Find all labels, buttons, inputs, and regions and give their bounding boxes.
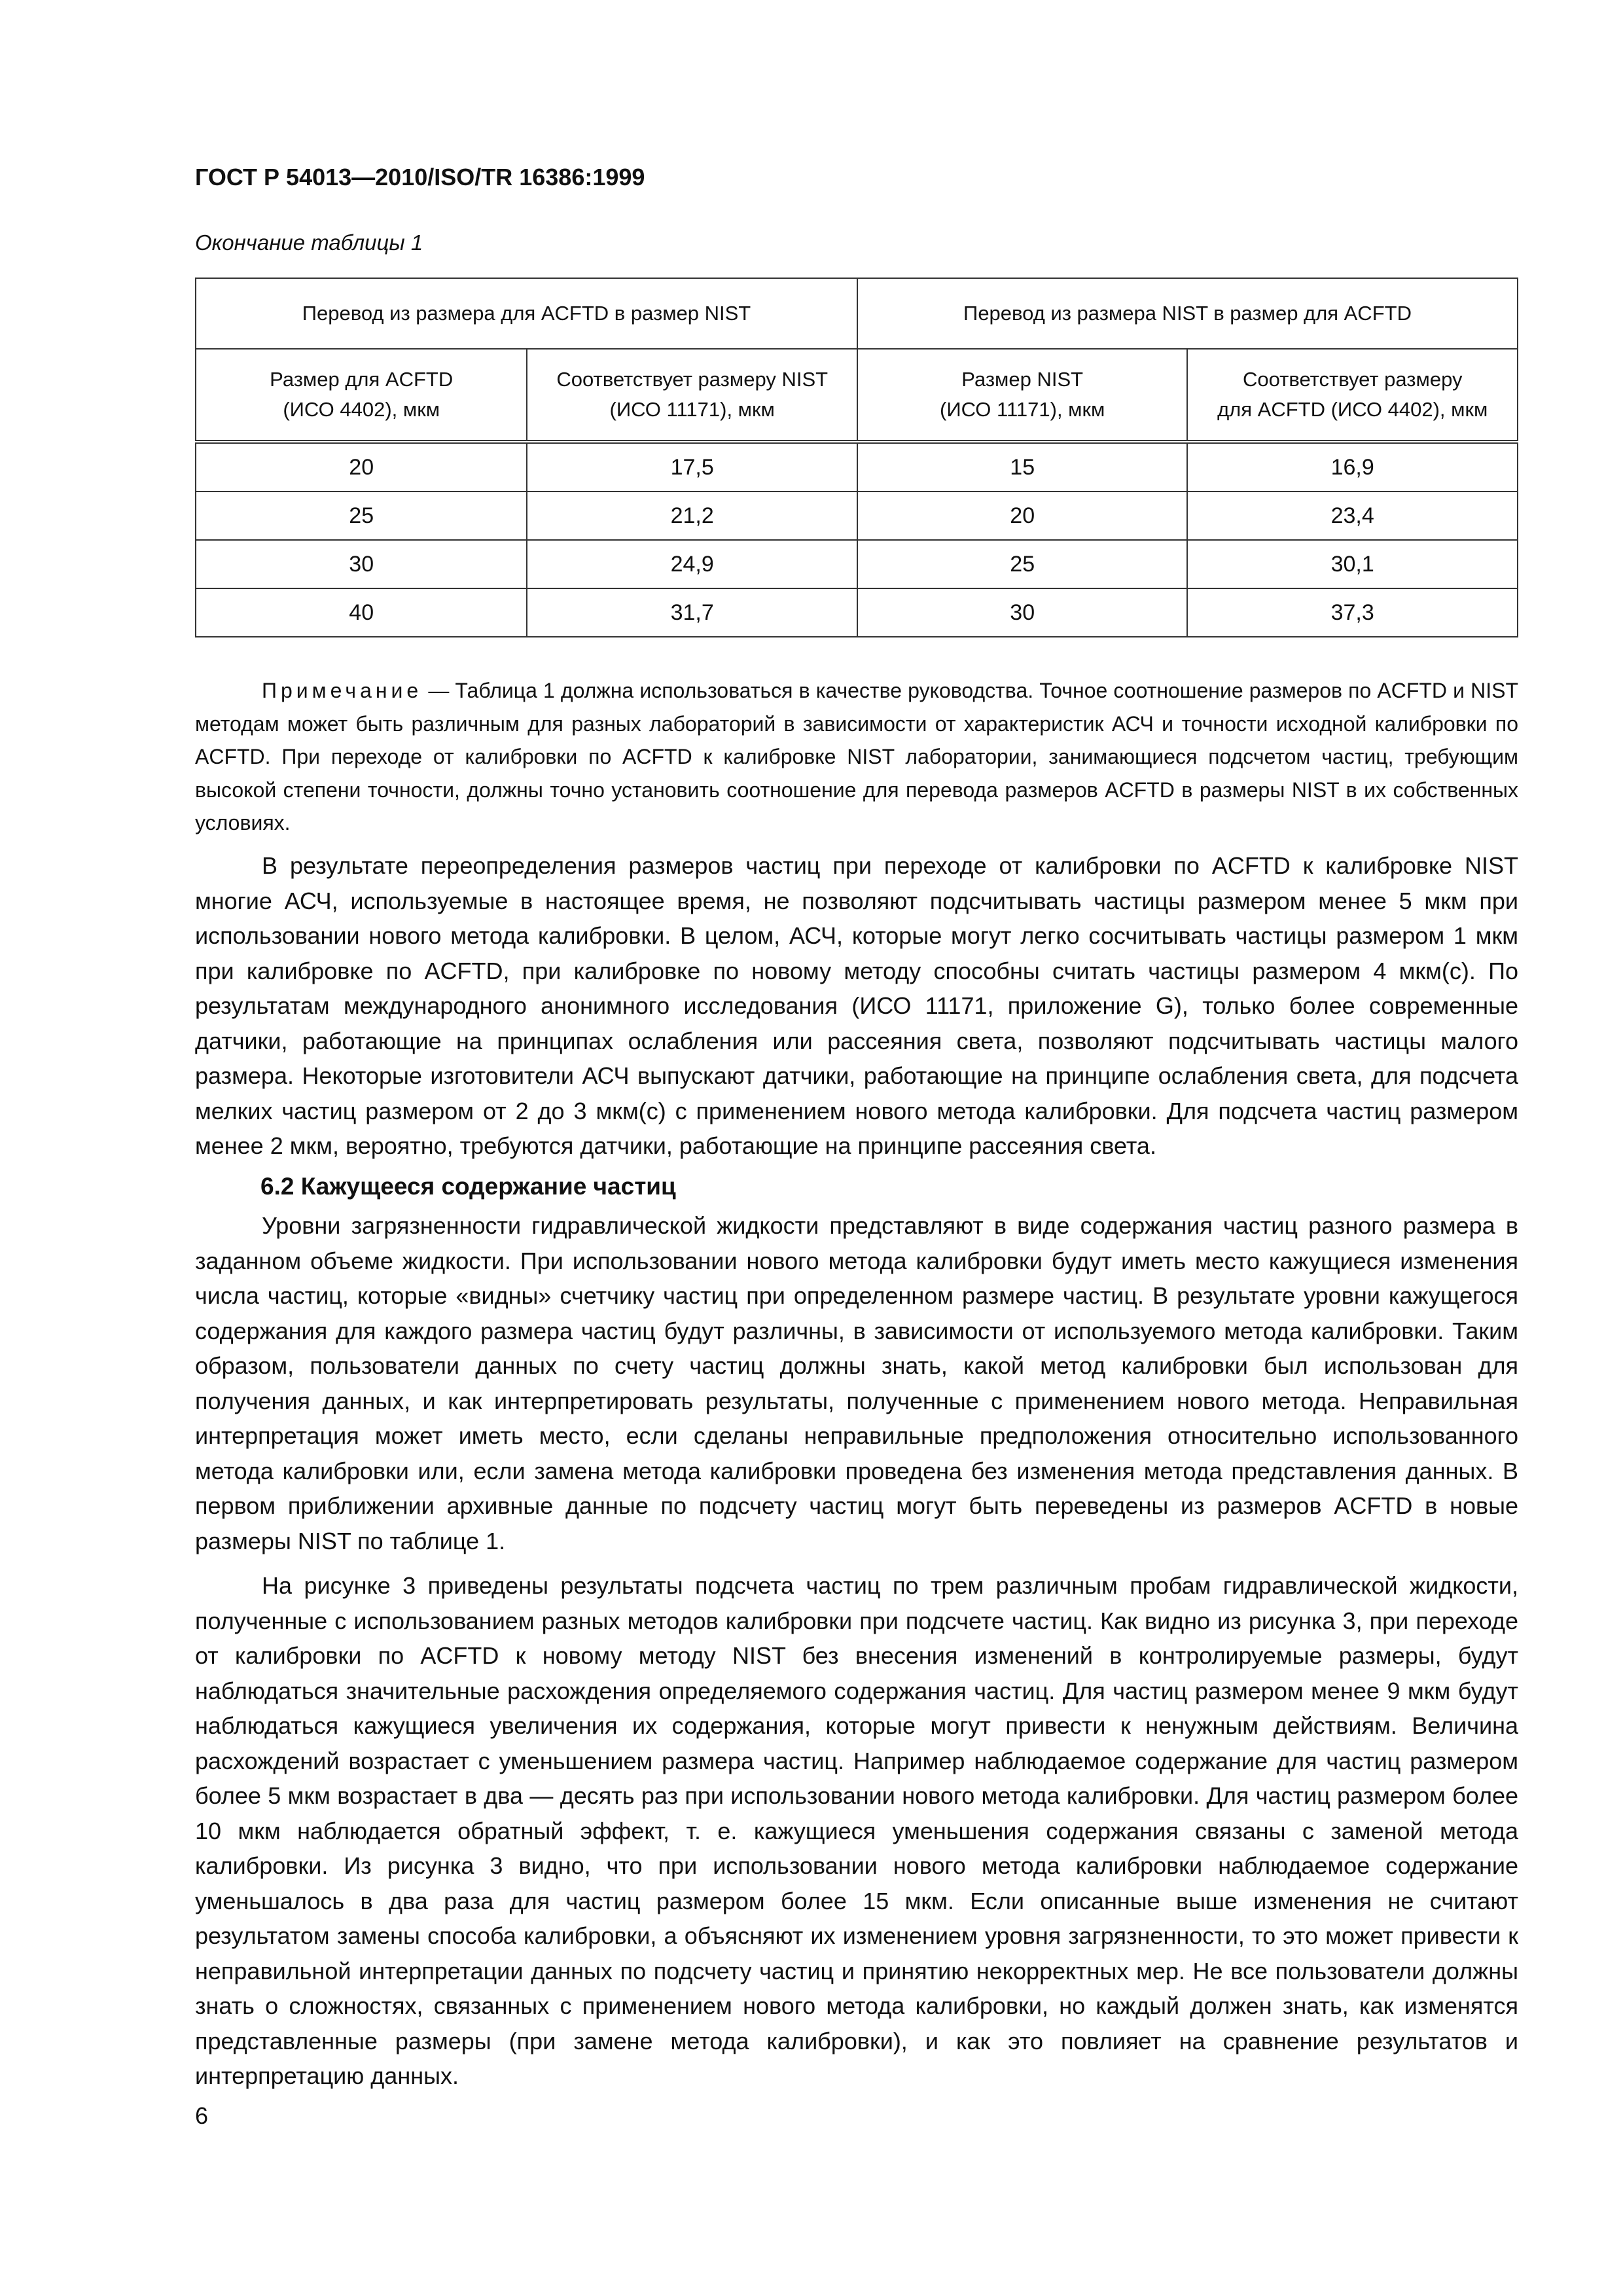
table-row (196, 492, 1518, 540)
table-cell: 30 (857, 588, 1187, 637)
column-header-line: (ИСО 4402), мкм (283, 398, 440, 421)
body-paragraph: Уровни загрязненности гидравлической жидкости представляют в виде содержания частиц разного размера в заданном объеме жидкости. При использовании нового метода калибровки будут иметь место кажущиеся изменения числа частиц, которые «видны» счетчику частиц при определенном размере частиц. В результате уровни кажущегося содержания для каждого размера частиц будут различны, в зависимости от используемого метода калибровки. Таким образом, пользователи данных по счету частиц должны знать, какой метод калибровки был использован для получения данных, и как интерпретировать результаты, полученные с применением нового метода. Неправильная интерпретация может иметь место, если сделаны неправильные предположения относительно использованного метода калибровки или, если замена метода калибровки проведена без изменения метода представления данных. В первом приближении архивные данные по подсчету частиц могут быть переведены из размеров ACFTD в новые размеры NIST по таблице 1. (195, 1212, 1518, 1554)
column-header-line: (ИСО 11171), мкм (940, 398, 1105, 421)
column-header (196, 349, 527, 442)
table-caption: Окончание таблицы 1 (195, 230, 423, 255)
table-column-header-row (196, 349, 1518, 442)
group-header-acftd-to-nist: Перевод из размера для ACFTD в размер NIST (196, 278, 857, 349)
table-cell: 17,5 (527, 442, 857, 492)
table-cell: 30,1 (1187, 540, 1518, 588)
body-paragraph: В результате переопределения размеров частиц при переходе от калибровки по ACFTD к калибровке NIST многие АСЧ, используемые в настоящее время, не позволяют подсчитывать частицы размером менее 5 мкм при использовании нового метода калибровки. В целом, АСЧ, которые могут легко сосчитывать частицы размером 1 мкм при калибровке по ACFTD, при калибровке по новому методу способны считать частицы размером 4 мкм(с). По результатам международного анонимного исследования (ИСО 11171, приложение G), только более современные датчики, работающие на принципах ослабления или рассеяния света, позволяют подсчитывать частицы малого размера. Некоторые изготовители АСЧ выпускают датчики, работающие на принципе ослабления света, для подсчета мелких частиц размером от 2 до 3 мкм(с) с применением нового метода калибровки. Для подсчета частиц размером менее 2 мкм, вероятно, требуются датчики, работающие на принципе рассеяния света. (195, 852, 1518, 1159)
document-code-header: ГОСТ Р 54013—2010/ISO/TR 16386:1999 (195, 164, 645, 190)
table-cell: 21,2 (527, 492, 857, 540)
table-cell: 30 (196, 540, 527, 588)
table-cell: 20 (857, 492, 1187, 540)
conversion-table (195, 278, 1518, 637)
column-header-line: Соответствует размеру NIST (556, 368, 829, 391)
group-header-nist-to-acftd: Перевод из размера NIST в размер для ACFTD (857, 278, 1518, 349)
table-cell: 20 (196, 442, 527, 492)
table-cell: 31,7 (527, 588, 857, 637)
column-header (527, 349, 857, 442)
section-heading: 6.2 Кажущееся содержание частиц (260, 1173, 676, 1200)
table-row (196, 442, 1518, 492)
note-label: Примечание (262, 679, 423, 702)
column-header-line: для ACFTD (ИСО 4402), мкм (1217, 398, 1488, 421)
table-cell: 37,3 (1187, 588, 1518, 637)
table-group-header-row (196, 278, 1518, 349)
body-paragraph: На рисунке 3 приведены результаты подсчета частиц по трем различным пробам гидравлической жидкости, полученные с использованием разных методов калибровки при подсчете частиц. Как видно из рисунка 3, при переходе от калибровки по ACFTD к новому методу NIST без внесения изменений в контролируемые размеры, будут наблюдаться значительные расхождения определяемого содержания частиц. Для частиц размером менее 9 мкм будут наблюдаться кажущиеся увеличения их содержания, которые могут привести к ненужным действиям. Величина расхождений возрастает с уменьшением размера частиц. Например наблюдаемое содержание для частиц размером более 5 мкм возрастает в два — десять раз при использовании нового метода калибровки. Для частиц размером более 10 мкм наблюдается обратный эффект, т. е. кажущиеся уменьшения содержания связаны с заменой метода калибровки. Из рисунка 3 видно, что при использовании нового метода калибровки наблюдаемое содержание уменьшалось в два раза для частиц размером более 15 мкм. Если описанные выше изменения не считают результатом замены способа калибровки, а объясняют их изменением уровня загрязненности, то это может привести к неправильной интерпретации данных по подсчету частиц и принятию некорректных мер. Не все пользователи должны знать о сложностях, связанных с применением нового метода калибровки, но каждый должен знать, как изменятся представленные размеры (при замене метода калибровки), и как это повлияет на сравнение результатов и интерпретацию данных. (195, 1572, 1518, 2089)
table-cell: 15 (857, 442, 1187, 492)
column-header-line: Соответствует размеру (1242, 368, 1463, 391)
table-cell: 25 (196, 492, 527, 540)
page-number: 6 (195, 2102, 209, 2129)
table-row (196, 540, 1518, 588)
table-cell: 23,4 (1187, 492, 1518, 540)
column-header (1187, 349, 1518, 442)
column-header-line: (ИСО 11171), мкм (609, 398, 775, 421)
column-header-line: Размер для ACFTD (270, 368, 454, 391)
table-cell: 16,9 (1187, 442, 1518, 492)
table-cell: 40 (196, 588, 527, 637)
table-row (196, 588, 1518, 637)
column-header (857, 349, 1187, 442)
note-text: — Таблица 1 должна использоваться в качестве руководства. Точное соотношение размеров по ACFTD и NIST методам может быть различным для разных лабораторий в зависимости от характеристик АСЧ и точности исходной калибровки по ACFTD. При переходе от калибровки по ACFTD к калибровке NIST лаборатории, занимающиеся подсчетом частиц, требующим высокой степени точности, должны точно установить соотношение для перевода размеров ACFTD в размеры NIST в их собственных условиях. (195, 679, 1518, 834)
table-note (195, 674, 1518, 840)
table-cell: 25 (857, 540, 1187, 588)
table-cell: 24,9 (527, 540, 857, 588)
column-header-line: Размер NIST (961, 368, 1084, 391)
